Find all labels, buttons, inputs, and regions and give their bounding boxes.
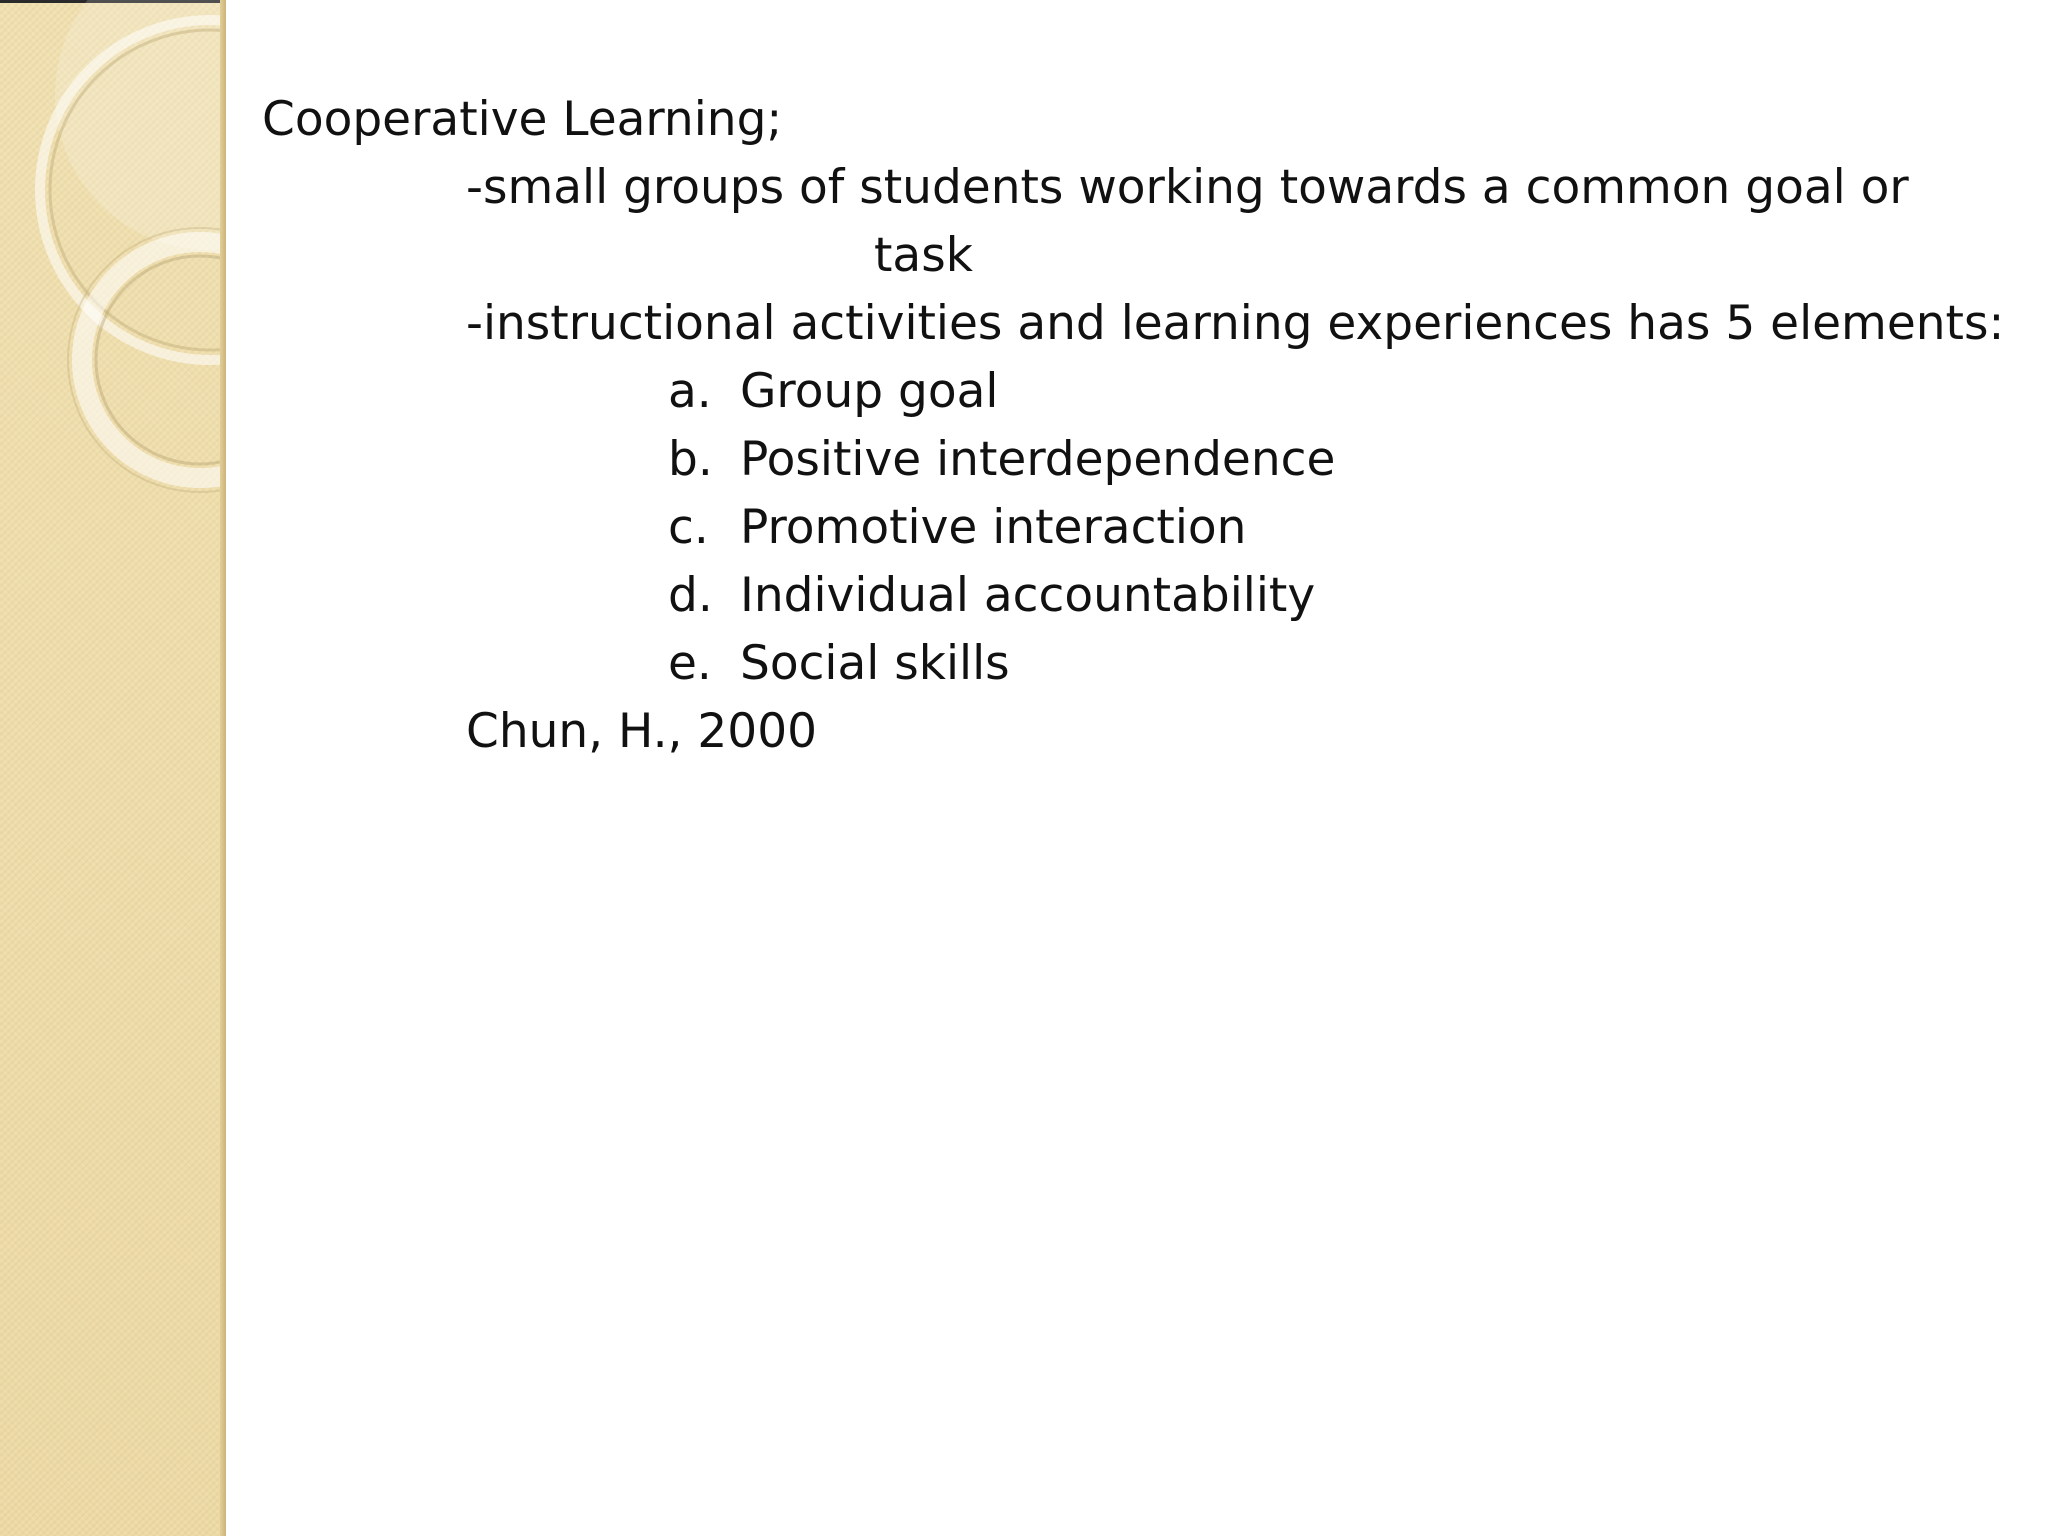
list-item-text: Promotive interaction — [740, 500, 1247, 555]
slide-title: Cooperative Learning; — [262, 92, 783, 147]
bullet-definition-continued: task — [874, 228, 973, 283]
list-item — [668, 494, 1246, 562]
list-item — [668, 562, 1315, 630]
list-marker: e. — [668, 636, 712, 691]
list-item — [668, 630, 1010, 698]
bullet-elements-intro: -instructional activities and learning experiences has 5 elements: — [466, 296, 2005, 351]
list-marker: a. — [668, 364, 712, 419]
list-item — [668, 358, 998, 426]
bullet-definition: -small groups of students working towards a common goal or — [466, 160, 1909, 215]
citation: Chun, H., 2000 — [466, 704, 818, 759]
list-item-text: Social skills — [740, 636, 1010, 691]
list-item — [668, 426, 1335, 494]
list-item-text: Group goal — [740, 364, 999, 419]
list-marker: c. — [668, 500, 709, 555]
list-marker: d. — [668, 568, 713, 623]
list-item-text: Positive interdependence — [740, 432, 1336, 487]
list-item-text: Individual accountability — [740, 568, 1316, 623]
list-marker: b. — [668, 432, 713, 487]
